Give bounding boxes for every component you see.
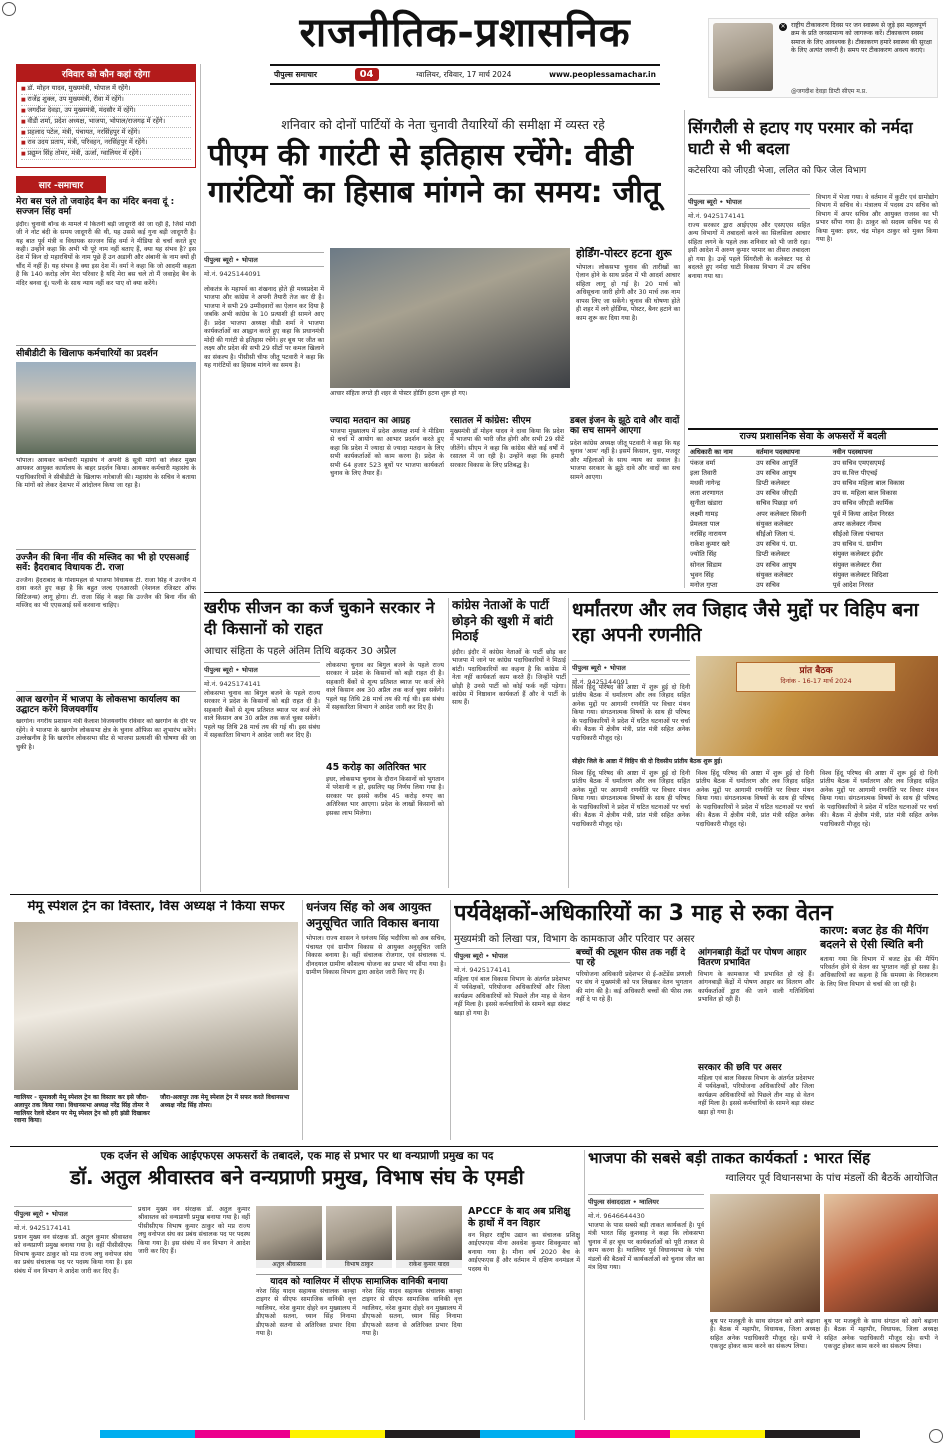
kharif-body-cont: लोकसभा चुनाव का बिगुल बजने के पहले राज्य सरकार ने प्रदेश के किसानों को बड़ी राहत दी है। सहकारी बैंकों से शून्य प्रतिशत ब्याज पर कर्ज लेने वाले किसान अब 30 अप्रैल तक कर्ज चुका सकेंगे। पहले यह तिथि 28 मार्च तय की गई थी। इस संबंध में सहकारिता विभाग ने आदेश जारी कर दिए हैं। [326, 662, 444, 712]
bharat-body-3: बूथ पर मजबूती के साथ संगठन को आगे बढ़ाना है। बैठक में महापौर, विधायक, जिला अध्यक्ष सहित अनेक पदाधिकारी मौजूद रहे। सभी ने एकजुट होकर काम करने का संकल्प लिया। [824, 1318, 938, 1351]
officer-name: विभाष ठाकुर [326, 1260, 392, 1268]
lead-body: लोकतंत्र के महापर्व का शंखनाद होते ही मध्यप्रदेश में भाजपा और कांग्रेस ने अपनी तैयारी तेज कर दी है। भाजपा ने सभी 29 उम्मीदवारों का ऐलान कर दिया है जबकि अभी कांग्रेस के 10 प्रत्याशी ही सामने आए हैं। प्रदेश भाजपा अध्यक्ष वीडी शर्मा ने भाजपा कार्यकर्ताओं का आह्वान करते हुए कहा कि प्रधानमंत्री मोदी की गारंटी से इतिहास रचेंगे। हर बूथ पर जीत का लक्ष्य और प्रदेश की सभी 29 सीटों पर कमल खिलाने का संकल्प है। पीसीसी चीफ जीतू पटवारी ने कहा कि यह गारंटियों का हिसाब मांगने का समय है। [204, 286, 324, 369]
vhp-byline: पीपुल्स ब्यूरो • भोपाल [572, 664, 626, 672]
divider [448, 598, 449, 888]
table-cell: सुनीता खंडारा [690, 499, 723, 508]
website-link[interactable]: www.peoplessamachar.in [549, 70, 656, 79]
yadav-body-cont: नरेश सिंह यादव सहायक संचालक कान्हा टाइगर से सीएफ सामाजिक वानिकी वृत्त ग्वालियर, नरेश कुमार दोहरे वन मुख्यालय में डीएफओ सतना, ध्यान सिंह निनामा डीएफओ सतना से अतिरिक्त प्रभार दिया गया है। [362, 1288, 462, 1338]
table-row [688, 477, 938, 487]
table-cell: उप सचिव पं. ग्रामीण [832, 540, 883, 549]
saar-samachar [16, 176, 196, 988]
vhp-mobile: मो.नं. 9425144091 [572, 678, 629, 686]
officer-name: राकेश कुमार यादव [396, 1260, 462, 1268]
hoarding-photo-caption: आचार संहिता लगते ही शहर से पोस्टर होर्डिंग हटना शुरू हो गए। [330, 390, 468, 397]
divider [684, 110, 685, 588]
hoarding-body: भोपाल। लोकसभा चुनाव की तारीखों का ऐलान होने के साथ प्रदेश में भी आदर्श आचार संहिता लागू हो गई है। 20 मार्च को अधिसूचना जारी होगी और 30 मार्च तक नाम वापस लिए जा सकेंगे। चुनाव की घोषणा होते ही शहर में लगे होर्डिंग्स, पोस्टर, बैनर हटाने का काम शुरू कर दिया गया है। [576, 264, 680, 322]
memu-headline: मेमू स्पेशल ट्रेन का विस्तार, विस अध्यक्ष ने किया सफर [27, 900, 285, 914]
table-cell: उप सचिव जीएडी [756, 489, 798, 498]
kharif-headline: खरीफ सीजन का कर्ज चुकाने सरकार ने दी किसानों को राहत [204, 598, 435, 638]
reason-body: बताया गया कि विभाग में बजट हेड की मैपिंग परिवर्तन होने से वेतन का भुगतान नहीं हो सका है। अधिकारियों का कहना है कि समस्या के निराकरण के लिए वित्त विभाग से चर्चा की जा रही है। [820, 955, 938, 988]
paper-name: पीपुल्स समाचार [274, 69, 317, 79]
sunday-box-header: रविवार को कौन कहां रहेगा [17, 65, 195, 82]
registration-mark [929, 1429, 943, 1443]
table-row [688, 498, 938, 508]
cm-quote-headline: रसातल में कांग्रेस: सीएम [450, 416, 531, 426]
memu-train-photo [14, 922, 298, 1090]
table-cell: डिप्टी कलेक्टर [756, 550, 790, 559]
salary-headline: पर्यवेक्षकों-अधिकारियों का 3 माह से रुका वेतन [454, 901, 833, 926]
govt-image-headline: सरकार की छवि पर असर [698, 1062, 782, 1073]
memu-photo-caption-2: जौरा-अलापुर तक मेमू स्पेशल ट्रेन में सफर करते विधानसभा अध्यक्ष नरेंद्र सिंह तोमर। [160, 1094, 290, 1109]
kharif-story [204, 598, 444, 888]
nutrition-body: विभाग के कामकाज भी प्रभावित हो रहे हैं। आंगनबाड़ी केंद्रों में पोषण आहार का वितरण और कार्यकर्ताओं द्वारा की जाने वाली गतिविधियां प्रभावित हो रही हैं। [698, 970, 814, 1003]
vhp-body-col3: विश्व हिंदू परिषद की आष्टा में शुरू हुई दो दिनी प्रांतीय बैठक में धर्मांतरण और लव जिहाद सहित अनेक मुद्दों पर आगामी रणनीति पर विचार मंथन किया गया। संगठनात्मक विषयों के साथ ही परिषद के पदाधिकारियों ने प्रदेश में घटित घटनाओं पर चर्चा की। बैठक में क्षेत्रीय मंत्री, प्रांत मंत्री सहित अनेक पदाधिकारी मौजूद रहे। [820, 770, 938, 828]
table-cell: सीईओ जिला पं. [756, 530, 796, 539]
lead-mobile: मो.नं. 9425144091 [204, 270, 261, 278]
transfer-table-box [688, 428, 938, 588]
tuition-headline: बच्चों की ट्यूशन फीस तक नहीं दे पा रहे [576, 948, 686, 969]
divider [10, 894, 938, 895]
date-line: ग्वालियर, रविवार, 17 मार्च 2024 [416, 69, 512, 79]
kharif-subhead: आचार संहिता के पहले अंतिम तिथि बढ़कर 30 अप्रैल [204, 645, 397, 657]
forest-kicker: एक दर्जन से अधिक आईएफएस अफसरों के तबादले, एक माह से प्रभार पर था वन्यप्राणी प्रमुख का पद [100, 1150, 494, 1162]
table-cell: उप सचिव आयुष [756, 468, 797, 477]
vhp-headline: धर्मांतरण और लव जिहाद जैसे मुद्दों पर विहिप बना रहा अपनी रणनीति [572, 599, 919, 646]
singrauli-byline: पीपुल्स ब्यूरो • भोपाल [688, 198, 742, 206]
dhananjay-story [306, 900, 446, 1140]
quote-text: राष्ट्रीय टीकाकरण दिवस पर जन स्वास्थ्य से जुड़े इस महत्वपूर्ण क्रम के प्रति जनसामान्य को जागरूक करें। टीकाकरण स्वस्थ समाज के लिए आवश्यक है। टीकाकरण हमारे स्वास्थ्य की सुरक्षा के लिए अत्यंत जरूरी है। समय पर टीकाकरण अवश्य कराएं। [791, 22, 932, 55]
dhananjay-body: भोपाल। राज्य शासन ने धनंजय सिंह भदौरिया को अब सचिव, पंचायत एवं ग्रामीण विकास से आयुक्त अनुसूचित जाति विकास बनाया है। वहीं संचालक रोजगार, एवं संचालक पं. दीनदयाल ग्रामीण कौशल्य योजना का प्रभार भी सौंपा गया है। ग्रामीण विकास विभाग द्वारा आदेश जारी किए गए हैं। [306, 935, 446, 976]
memu-photo-caption: ग्वालियर - सुमावली मेमू स्पेशल ट्रेन का विस्तार कर इसे जौरा-अलापुर तक किया गया। विधानसभा अध्यक्ष नरेंद्र सिंह तोमर ने ग्वालियर रेलवे स्टेशन पर मेमू स्पेशल ट्रेन को हरी झंडी दिखाकर रवाना किया। [14, 1094, 150, 1125]
bharat-body: भाजपा के पास सबसे बड़ी ताकत कार्यकर्ता है। पूर्व मंत्री भारत सिंह कुशवाह ने कहा कि लोकसभा चुनाव में हर बूथ पर कार्यकर्ताओं को पूरी ताकत से काम करना है। ग्वालियर पूर्व विधानसभा के पांच मंडलों की बैठकों में कार्यकर्ताओं को चुनाव जीत का मंत्र दिया गया। [588, 1222, 704, 1272]
table-cell: अपर कलेक्टर नीमच [832, 519, 882, 528]
saar-item2-body: भोपाल। आयकर कर्मचारी महासंघ ने अपनी 8 सूत्री मांगों को लेकर मुख्य आयकर आयुक्त कार्यालय के बाहर प्रदर्शन किया। आयकर कर्मचारी महासंघ के पदाधिकारियों ने सीबीडीटी के खिलाफ नारेबाजी की। महासंघ के सचिव ने बताया कि मांगों को लेकर देशभर में आंदोलन किया जा रहा है। [16, 457, 196, 490]
vhp-banner-date: दिनांक - 16-17 मार्च 2024 [780, 677, 852, 685]
table-cell: उप सचिव आयुष [756, 560, 797, 569]
officer-photos [256, 1206, 462, 1270]
bharat-byline: पीपुल्स संवाददाता • ग्वालियर [588, 1198, 659, 1206]
singrauli-headline: सिंगरौली से हटाए गए परमार को नर्मदा घाटी से भी बदला [688, 118, 913, 158]
column-header: नवीन पदस्थापना [832, 447, 873, 456]
list-item: ■ प्रहलाद पटेल, मंत्री, पंचायत, नरसिंहपुर में रहेंगे। [21, 128, 191, 139]
singrauli-body-2: विभाग में भेजा गया। वे वर्तमान में कुटीर एवं ग्रामोद्योग विभाग में सचिव थे। मंत्रालय में पदस्थ उप सचिव को विभाग में अपर सचिव और आयुक्त राजस्व का भी प्रभार सौंपा गया है। ठाकुर को सदस्य सचिव पद से किया मुक्त: इधर, चंद्र मोहन ठाकुर को मुक्त किया गया है। [816, 194, 938, 244]
divider [568, 598, 569, 888]
table-cell: नरसिंह नारायण [690, 530, 727, 539]
table-cell: लक्ष्मी गामड़ [690, 509, 719, 518]
bharat-meeting-photo-1 [710, 1194, 820, 1312]
lead-headline: पीएम की गारंटी से इतिहास रचेंगे: वीडी गारंटियों का हिसाब मांगने का समय: जीतू [208, 138, 661, 210]
masthead [230, 6, 700, 104]
table-cell: सीईओ जिला पंचायत [832, 530, 884, 539]
table-cell: प्रेमलता पाल [690, 519, 720, 528]
forest-body-cont: प्रधान मुख्य वन संरक्षक डॉ. अतुल कुमार श्रीवास्तव को वन्यप्राणी प्रमुख बनाया गया है। वहीं पीसीसीएफ विभाष कुमार ठाकुर को मप्र राज्य लघु वनोपज संघ का प्रबंध संचालक पद पर पदस्थ किया गया है। इस संबंध में वन विभाग ने आदेश जारी कर दिए हैं। [138, 1206, 250, 1256]
govt-image-body: महिला एवं बाल विकास विभाग के अंतर्गत प्रदेशभर में पर्यवेक्षकों, परियोजना अधिकारियों और जिला कार्यक्रम अधिकारियों को पिछले तीन माह से वेतन नहीं मिला है। इससे कर्मचारियों के सामने बड़ा संकट खड़ा हो गया है। [698, 1075, 814, 1116]
vhp-body-col2: विश्व हिंदू परिषद की आष्टा में शुरू हुई दो दिनी प्रांतीय बैठक में धर्मांतरण और लव जिहाद सहित अनेक मुद्दों पर आगामी रणनीति पर विचार मंथन किया गया। संगठनात्मक विषयों के साथ ही परिषद के पदाधिकारियों ने प्रदेश में घटित घटनाओं पर चर्चा की। बैठक में क्षेत्रीय मंत्री, प्रांत मंत्री सहित अनेक पदाधिकारी मौजूद रहे। [696, 770, 814, 828]
salary-body: महिला एवं बाल विकास विभाग के अंतर्गत प्रदेशभर में पर्यवेक्षकों, परियोजना अधिकारियों और जिला कार्यक्रम अधिकारियों को पिछले तीन माह से वेतन नहीं मिला है। इससे कर्मचारियों के सामने बड़ा संकट खड़ा हो गया है। [454, 976, 570, 1017]
singrauli-subhead: कटेसरिया को जीएडी भेजा, ललित को फिर जेल विभाग [688, 165, 867, 176]
table-row [688, 467, 938, 477]
dhananjay-headline: धनंजय सिंह को अब आयुक्त अनुसूचित जाति विकास बनाया [306, 900, 439, 930]
list-item: ■ वीडी शर्मा, प्रदेश अध्यक्ष, भाजपा, भोपाल/राजगढ़ में रहेंगे। [21, 117, 191, 128]
transfer-table [688, 446, 938, 588]
vote-appeal-body: भाजपा मुख्यालय में प्रदेश अध्यक्ष शर्मा ने मीडिया से चर्चा में आयोग का आभार प्रदर्शन करते हुए कहा कि प्रदेश में ज्यादा से ज्यादा मतदान के लिए सभी कार्यकर्ताओं को काम करना है। प्रदेश के सभी 64 हजार 523 बूथों पर भाजपा कार्यकर्ता चुनाव के लिए तैयार हैं। [330, 428, 444, 478]
nutrition-headline: आंगनबाड़ी केंद्रों पर पोषण आहार वितरण प्रभावित [698, 948, 807, 969]
table-cell: उप सचिव आपूर्ति [756, 458, 798, 467]
double-engine-body: प्रदेश कांग्रेस अध्यक्ष जीतू पटवारी ने कहा कि यह चुनाव 'आम' नहीं है। इसमें किसान, युवा, मजदूर और महिलाओं के साथ न्याय का सवाल है। भाजपा सरकार के झूठे दावे और वादों का सच सामने आएगा। [570, 440, 680, 481]
congress-headline: कांग्रेस नेताओं के पार्टी छोड़ने की खुशी में बांटी मिठाई [452, 598, 554, 644]
singrauli-body: राज्य सरकार द्वारा आईएएस और एसएएस सहित अन्य विभागों में तबादलों करने का सिलसिला आचार संहिता लगने के पहले तक शनिवार को भी जारी रहा। इसी आदेश में अरुण कुमार परमार का तीसरा तबादला हो गया है। उन्हें पहले सिंगरौली के कलेक्टर पद से बदलते हुए नर्मदा घाटी विकास विभाग में उप सचिव बनाया गया था। [688, 222, 810, 280]
salary-story [454, 900, 938, 1140]
saar-item4-body: खरगोन। नगरीय प्रशासन मंत्री कैलाश विजयवर्गीय रविवार को खरगोन के दौरे पर रहेंगे। वे भाजपा के खरगोन लोकसभा क्षेत्र के चुनाव ऑफिस का शुभारंभ करेंगे। उल्लेखनीय है कि खरगोन लोकसभा सीट से भाजपा प्रत्याशी की घोषणा की जा चुकी है। [16, 718, 196, 751]
table-row [688, 457, 938, 468]
list-item: ■ डॉ. मोहन यादव, मुख्यमंत्री, भोपाल में रहेंगे। [21, 84, 191, 95]
table-cell: पूर्व में किया आदेश निरस्त [832, 509, 894, 518]
bharat-body-2: बूथ पर मजबूती के साथ संगठन को आगे बढ़ाना है। बैठक में महापौर, विधायक, जिला अध्यक्ष सहित अनेक पदाधिकारी मौजूद रहे। सभी ने एकजुट होकर काम करने का संकल्प लिया। [710, 1318, 820, 1351]
protest-photo [16, 362, 196, 454]
bharat-mobile: मो.नं. 9646644430 [588, 1212, 645, 1220]
vhp-story [572, 598, 938, 888]
table-cell: संयुक्त कलेक्टर इंदौर [832, 550, 883, 559]
table-row [688, 508, 938, 518]
bharat-meeting-photo-2 [824, 1194, 938, 1312]
registration-mark [2, 2, 16, 16]
table-cell: संयुक्त कलेक्टर [756, 570, 793, 579]
vhp-body: विश्व हिंदू परिषद की आष्टा में शुरू हुई दो दिनी प्रांतीय बैठक में धर्मांतरण और लव जिहाद सहित अनेक मुद्दों पर आगामी रणनीति पर विचार मंथन किया गया। संगठनात्मक विषयों के साथ ही परिषद के पदाधिकारियों ने प्रदेश में घटित घटनाओं पर चर्चा की। बैठक में क्षेत्रीय मंत्री, प्रांत मंत्री सहित अनेक पदाधिकारी मौजूद रहे। [572, 684, 690, 742]
list-item: ■ राव उदय प्रताप, मंत्री, परिवहन, नरसिंहपुर में रहेंगे। [21, 138, 191, 149]
x-icon: ✕ [780, 23, 786, 30]
forest-headline: डॉ. अतुल श्रीवास्तव बने वन्यप्राणी प्रमुख, विभाष संघ के एमडी [70, 1165, 524, 1190]
saar-item4-headline: आज खरगोन में भाजपा के लोकसभा कार्यालय का उद्घाटन करेंगे विजयवर्गीय [16, 691, 196, 716]
lead-story [204, 118, 682, 588]
saar-item3-body: उज्जैन। हैदराबाद के गोशामहल से भाजपा विधायक टी. राजा सिंह ने उज्जैन में दावा करते हुए कहा है कि बहुत जल्द एनआरसी (नेशनल रजिस्टर ऑफ सिटिजन्स) लागू होगा। टी. राजा सिंह ने कहा कि उज्जैन की बिना नींव की मस्जिद का भी एएसआई सर्वे करवाना चाहिए। [16, 576, 196, 610]
table-cell: ज्योति सिंह [690, 550, 717, 559]
list-item: ■ राजेंद्र शुक्ल, उप मुख्यमंत्री, रीवा में रहेंगे। [21, 95, 191, 106]
table-cell: सचिव पिछड़ा वर्ग [756, 499, 798, 508]
color-bar [100, 1430, 860, 1438]
vhp-meeting-photo [696, 656, 938, 756]
table-cell: उप सचिव [756, 580, 780, 588]
double-engine-headline: डबल इंजन के झूठे दावे और वादों का सच सामने आएगा [570, 416, 680, 437]
table-row [688, 518, 938, 528]
divider [450, 900, 451, 1140]
divider [204, 592, 938, 593]
apccf-body: वन विहार राष्ट्रीय उद्यान का संचालक प्रशिक्षु आईएफएस मीना अवधेश कुमार शिवकुमार को बनाया गया है। मीना वर्ष 2020 बैच के आईएफएस हैं और वर्तमान में दक्षिण वनमंडल में पदस्थ थे। [468, 1232, 580, 1273]
deputy-cm-photo [713, 23, 773, 91]
table-cell: उप सचिव महिला बाल विकास [832, 479, 905, 488]
vote-appeal-headline: ज्यादा मतदान का आग्रह [330, 416, 411, 426]
table-cell: संयुक्त कलेक्टर [756, 519, 793, 528]
table-cell: पंकज वर्मा [690, 458, 716, 467]
vhp-body-cont: विश्व हिंदू परिषद की आष्टा में शुरू हुई दो दिनी प्रांतीय बैठक में धर्मांतरण और लव जिहाद सहित अनेक मुद्दों पर आगामी रणनीति पर विचार मंथन किया गया। संगठनात्मक विषयों के साथ ही परिषद के पदाधिकारियों ने प्रदेश में घटित घटनाओं पर चर्चा की। बैठक में क्षेत्रीय मंत्री, प्रांत मंत्री सहित अनेक पदाधिकारी मौजूद रहे। [572, 770, 690, 828]
list-item: ■ जगदीश देवड़ा, उप मुख्यमंत्री, मंदसौर में रहेंगे। [21, 106, 191, 117]
vhp-banner [736, 662, 896, 692]
forest-byline: पीपुल्स ब्यूरो • भोपाल [14, 1210, 68, 1218]
table-row [688, 528, 938, 538]
cm-quote-body: मुख्यमंत्री डॉ मोहन यादव ने दावा किया कि प्रदेश में भाजपा की भारी जीत होगी और सभी 29 सीटें जीतेंगे। सीएम ने कहा कि कांग्रेस बीते कई वर्षों में रसातल में जा रही है। उन्होंने कहा कि हमारी सरकार विकास के लिए प्रतिबद्ध है। [450, 428, 564, 469]
lead-kicker: शनिवार को दोनों पार्टियों के नेता चुनावी तैयारियों की समीक्षा में व्यस्त रहे [281, 118, 605, 132]
table-cell: उप स. महिला बाल विकास [832, 489, 897, 498]
table-cell: संयुक्त कलेक्टर विदिशा [832, 570, 889, 579]
tuition-body: परियोजना अधिकारी प्रदेशभर से ई-अटेंडेंस प्रणाली पर संघ ने मुख्यमंत्री को पत्र लिखकर वेतन भुगतान की मांग की है। कई अधिकारी बच्चों की फीस तक नहीं दे पा रहे हैं। [576, 970, 692, 1003]
forest-mobile: मो.नं. 9425174141 [14, 1224, 71, 1232]
table-cell: पूर्व आदेश निरस्त [832, 580, 874, 588]
singrauli-mobile: मो.नं. 9425174141 [688, 212, 745, 220]
congress-body: इंदौर। इंदौर में कांग्रेस नेताओं के पार्टी छोड़ कर भाजपा में जाने पर कांग्रेस पदाधिकारियों ने मिठाई बांटी। पदाधिकारियों का कहना है कि कांग्रेस में नेता नहीं कार्यकर्ता काम करते हैं। जिन्होंने पार्टी छोड़ी है उनसे पार्टी को कोई फर्क नहीं पड़ेगा। कांग्रेस में निष्ठावान कार्यकर्ता हैं और वे पार्टी के साथ हैं। [452, 648, 566, 707]
sunday-box [16, 64, 196, 168]
reason-headline: कारण: बजट हेड की मैपिंग बदलने से ऐसी स्थिति बनी [820, 924, 929, 952]
column-header: वर्तमान पदस्थापना [756, 447, 800, 456]
table-cell: डिप्टी कलेक्टर [756, 479, 790, 488]
vhp-banner-title: प्रांत बैठक [799, 666, 833, 676]
hoarding-photo [330, 248, 570, 388]
kharif-subsection-body: इधर, लोकसभा चुनाव के दौरान किसानों को भुगतान में परेशानी न हो, इसलिए यह निर्णय लिया गया है। सरकार पर इससे करीब 45 करोड़ रुपए का अतिरिक्त भार आएगा। प्रदेश के लाखों किसानों को इसका लाभ मिलेगा। [326, 775, 444, 817]
officer-photo [326, 1206, 392, 1260]
officer-photo [256, 1206, 322, 1260]
transfer-table-title: राज्य प्रशासनिक सेवा के अफसरों में बदली [688, 428, 938, 446]
quote-box [708, 18, 938, 98]
yadav-headline: यादव को ग्वालियर में सीएफ सामाजिक वानिकी बनाया [256, 1274, 462, 1287]
table-cell: सोनल सिडाम [690, 560, 722, 569]
table-cell: उप सचिव एमएसएमई [832, 458, 885, 467]
table-cell: राकेश कुमार खरे [690, 540, 730, 549]
table-cell: उप स.वित्त पीएचई [832, 468, 878, 477]
singrauli-story [688, 118, 938, 422]
salary-byline: पीपुल्स ब्यूरो • भोपाल [454, 952, 508, 960]
salary-subhead: मुख्यमंत्री को लिखा पत्र, विभाग के कामकाज और परिवार पर असर [454, 933, 695, 945]
lead-byline: पीपुल्स ब्यूरो • भोपाल [204, 256, 258, 264]
table-cell: संयुक्त कलेक्टर रीवा [832, 560, 882, 569]
list-item: ■ प्रद्युम्न सिंह तोमर, मंत्री, ऊर्जा, ग्वालियर में रहेंगे। [21, 149, 191, 160]
salary-mobile: मो.नं. 9425174141 [454, 966, 511, 974]
saar-item2-headline: सीबीडीटी के खिलाफ कर्मचारियों का प्रदर्शन [16, 345, 196, 359]
kharif-byline: पीपुल्स ब्यूरो • भोपाल [204, 666, 258, 674]
table-cell: अपर कलेक्टर सिवनी [756, 509, 807, 518]
vhp-photo-caption: सीहोर जिले के आष्टा में विहिप की दो दिवसीय प्रांतीय बैठक शुरू हुई। [572, 758, 723, 765]
table-cell: इला तिवारी [690, 468, 717, 477]
table-cell: भुवन सिंह [690, 570, 714, 579]
forest-story [14, 1150, 580, 1420]
table-cell: उप सचिव जीएडी कार्मिक [832, 499, 894, 508]
table-cell: मनोज गुप्ता [690, 580, 718, 588]
table-row [688, 488, 938, 498]
yadav-body: नरेश सिंह यादव सहायक संचालक कान्हा टाइगर से सीएफ सामाजिक वानिकी वृत्त ग्वालियर, नरेश कुमार दोहरे वन मुख्यालय में डीएफओ सतना, ध्यान सिंह निनामा डीएफओ सतना से अतिरिक्त प्रभार दिया गया है। [256, 1288, 356, 1338]
table-row [688, 569, 938, 579]
hoarding-headline: होर्डिंग-पोस्टर हटना शुरू [576, 247, 672, 260]
kharif-subsection-headline: 45 करोड़ का अतिरिक्त भार [326, 762, 426, 773]
apccf-headline: APCCF के बाद अब प्रशिक्षु के हाथों में वन विहार [468, 1206, 571, 1230]
forest-body: प्रधान मुख्य वन संरक्षक डॉ. अतुल कुमार श्रीवास्तव को वन्यप्राणी प्रमुख बनाया गया है। वहीं पीसीसीएफ विभाष कुमार ठाकुर को मप्र राज्य लघु वनोपज संघ का प्रबंध संचालक पद पर पदस्थ किया गया है। इस संबंध में वन विभाग ने आदेश जारी कर दिए हैं। [14, 1234, 132, 1275]
officer-name: अतुल श्रीवास्तव [256, 1260, 322, 1268]
quote-handle: @जगदीश देवड़ा डिप्टी सीएम म.प्र. [791, 88, 868, 95]
divider [302, 900, 303, 1140]
page-number: 04 [355, 68, 379, 81]
saar-item1-headline: मेरा बस चले तो जवाहेद बैन का मंदिर बनवा दूं : सज्जन सिंह वर्मा [16, 197, 175, 218]
officer-photo [396, 1206, 462, 1260]
kharif-body: लोकसभा चुनाव का बिगुल बजने के पहले राज्य सरकार ने प्रदेश के किसानों को बड़ी राहत दी है। सहकारी बैंकों से शून्य प्रतिशत ब्याज पर कर्ज लेने वाले किसान अब 30 अप्रैल तक कर्ज चुका सकेंगे। पहले यह तिथि 28 मार्च तय की गई थी। इस संबंध में सहकारिता विभाग ने आदेश जारी कर दिए हैं। [204, 690, 320, 740]
table-cell: लता शरणागत [690, 489, 724, 498]
bharat-subhead: ग्वालियर पूर्व विधानसभा के पांच मंडलों की बैठकें आयोजित [725, 1173, 938, 1185]
divider [200, 64, 201, 892]
table-row [688, 549, 938, 559]
sunday-list [17, 82, 195, 162]
kharif-mobile: मो.नं. 9425174141 [204, 680, 261, 688]
table-cell: उप सचिव पं. ग्रा. [756, 540, 798, 549]
column-header: अधिकारी का नाम [690, 447, 733, 456]
saar-item1-body: इंदौर। चुनावी बॉन्ड के मामले में कितनी बड़ी जादूगरी की जा रही है, जिसे मोदी जी ने नोट बंदी के समय जादूगरी की थी, यह उससे कई गुना बड़ी जादूगरी है। यह बात पूर्व मंत्री व विधायक सज्जन सिंह वर्मा ने मीडिया से चर्चा करते हुए कही। उन्होंने कहा कि अभी भी पूरे नाम नहीं बताए हैं, क्या यह संभव है? इस देश में किन दो महारथियों के नाम पूछे हैं उन अडानी और अंबानी के नाम क्यों ही चौंद में नहीं हैं। यह संभव है क्या इस देश में। वर्मा ने कहा कि जो आदमी कहता है कि 140 करोड़ लोग मेरा परिवार है यदि मेरा बस चले तो मैं जवाहेद बैन के मंदिर बनवा दूं। पत्नी के साथ न्याय नहीं कर पाए वो क्या करेंगे। [16, 220, 196, 287]
divider [584, 1150, 585, 1420]
table-cell: मधवी नागेन्द्र [690, 479, 721, 488]
section-title: राजनीतिक-प्रशासनिक [299, 10, 631, 56]
saar-item3-headline: उज्जैन की बिना नींव की मस्जिद का भी हो एएसआई सर्वे: हैदराबाद विधायक टी. राजा [16, 549, 196, 574]
saar-header: सार -समाचार [16, 176, 106, 193]
congress-story [452, 598, 566, 888]
table-row [688, 559, 938, 569]
bharat-headline: भाजपा की सबसे बड़ी ताकत कार्यकर्ता : भारत सिंह [588, 1150, 871, 1167]
bharat-story [588, 1150, 938, 1420]
memu-story [14, 900, 298, 1140]
table-row [688, 539, 938, 549]
divider [10, 1146, 938, 1147]
table-row [688, 579, 938, 588]
